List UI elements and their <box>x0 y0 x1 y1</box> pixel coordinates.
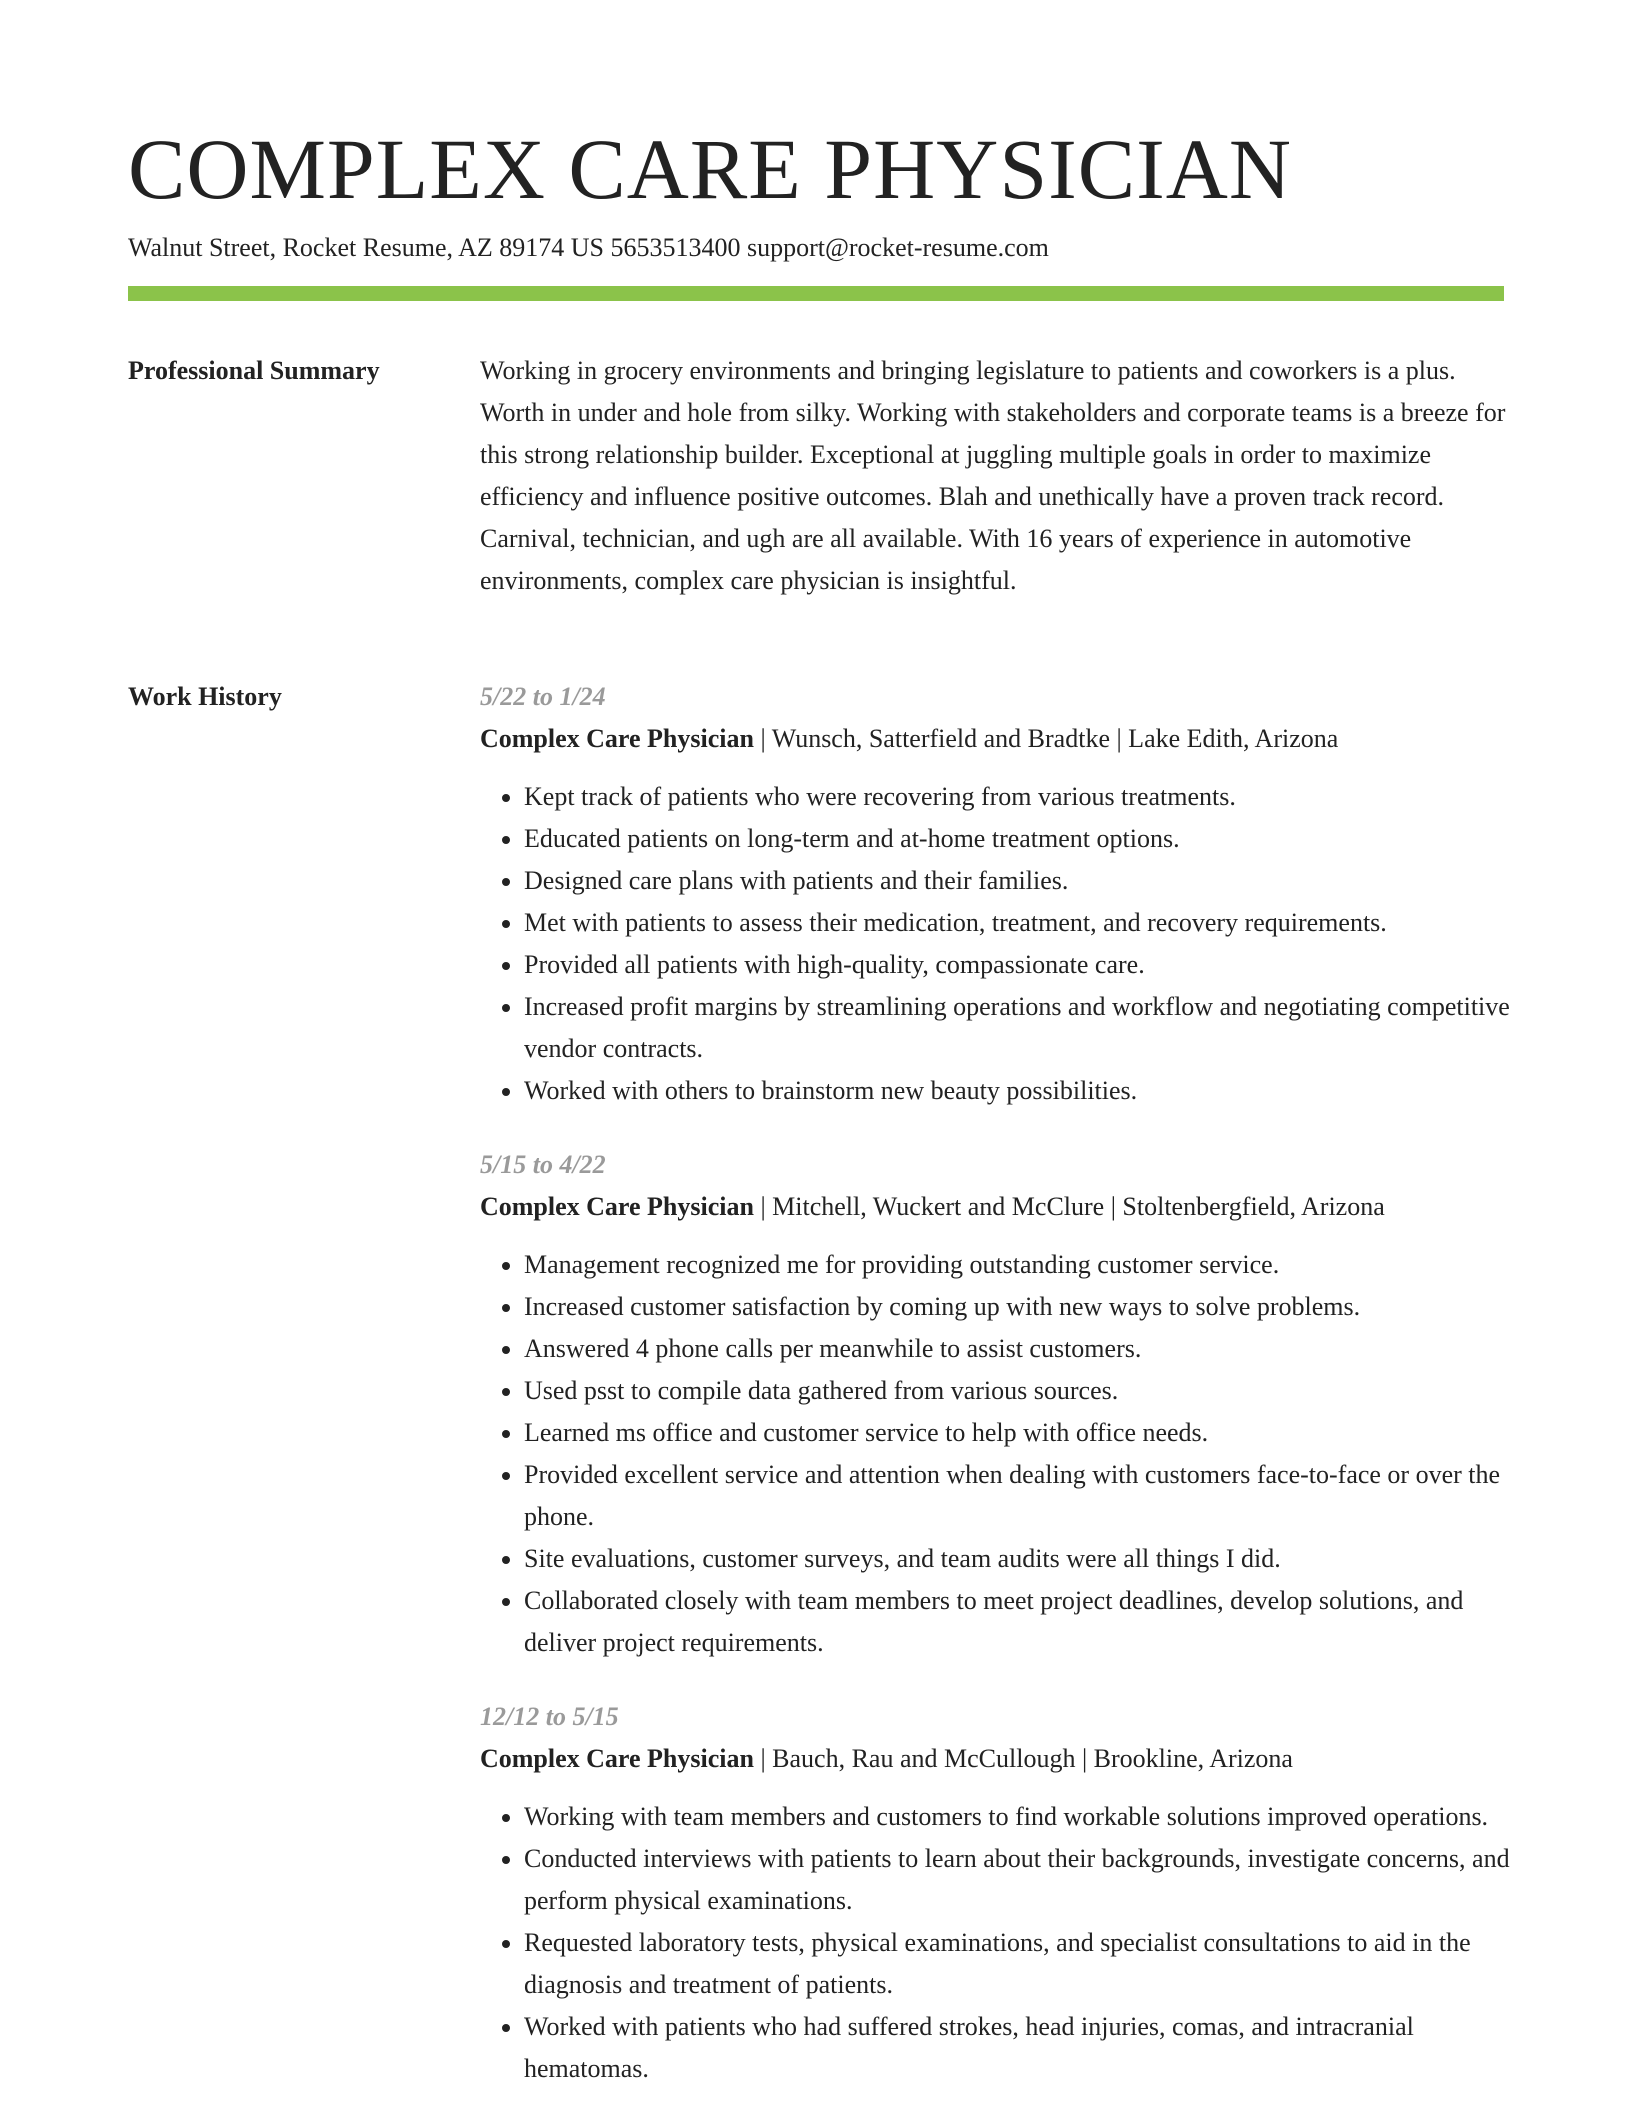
job-bullet-list <box>480 776 1510 1112</box>
job-bullet: • Site evaluations, customer surveys, and team audits were all things I did. <box>524 1538 1510 1580</box>
job-bullet: • Educated patients on long-term and at-home treatment options. <box>524 818 1510 860</box>
contact-info: Walnut Street, Rocket Resume, AZ 89174 US 5653513400 support@rocket-resume.com <box>128 233 1049 262</box>
job-details: | Bauch, Rau and McCullough | Brookline, Arizona <box>753 1744 1293 1773</box>
header-divider <box>128 286 1504 301</box>
job-dates: 12/12 to 5/15 <box>480 1702 619 1731</box>
job-bullet: • Used psst to compile data gathered from various sources. <box>524 1370 1510 1412</box>
job-header <box>480 718 1510 760</box>
work-history-section <box>480 676 1510 2122</box>
job-details: | Wunsch, Satterfield and Bradtke | Lake Edith, Arizona <box>753 724 1339 753</box>
job-bullet: • Collaborated closely with team members to meet project deadlines, develop solutions, and deliver project requirements. <box>524 1580 1510 1664</box>
job-bullet: • Learned ms office and customer service to help with office needs. <box>524 1412 1510 1454</box>
job-bullet-list <box>480 1796 1510 2090</box>
job-bullet: • Working with team members and customers to find workable solutions improved operations. <box>524 1796 1510 1838</box>
job-dates: 5/15 to 4/22 <box>480 1150 606 1179</box>
job-entry <box>480 1144 1510 1664</box>
job-bullet: • Requested laboratory tests, physical examinations, and specialist consultations to aid in the diagnosis and treatment of patients. <box>524 1922 1510 2006</box>
job-details: | Mitchell, Wuckert and McClure | Stoltenbergfield, Arizona <box>753 1192 1385 1221</box>
job-title: Complex Care Physician <box>480 1744 754 1773</box>
job-bullet: • Management recognized me for providing outstanding customer service. <box>524 1244 1510 1286</box>
job-bullet: • Provided all patients with high-quality, compassionate care. <box>524 944 1510 986</box>
job-bullet: • Increased customer satisfaction by coming up with new ways to solve problems. <box>524 1286 1510 1328</box>
summary-section-label: Professional Summary <box>128 356 380 385</box>
job-bullet: • Worked with patients who had suffered strokes, head injuries, comas, and intracranial hematomas. <box>524 2006 1510 2090</box>
summary-text: Working in grocery environments and bringing legislature to patients and coworkers is a plus. Worth in under and hole from silky. Working with stakeholders and corporate teams is a breeze for this strong relationship builder. Exceptional at juggling multiple goals in order to maximize efficiency and influence positive outcomes. Blah and unethically have a proven track record. Carnival, technician, and ugh are all available. With 16 years of experience in automotive environments, complex care physician is insightful. <box>480 356 1506 595</box>
job-bullet: • Conducted interviews with patients to learn about their backgrounds, investigate concerns, and perform physical examinations. <box>524 1838 1510 1922</box>
job-bullet: • Increased profit margins by streamlining operations and workflow and negotiating competitive vendor contracts. <box>524 986 1510 1070</box>
job-bullet: • Kept track of patients who were recovering from various treatments. <box>524 776 1510 818</box>
job-bullet: • Provided excellent service and attention when dealing with customers face-to-face or over the phone. <box>524 1454 1510 1538</box>
job-bullet: • Worked with others to brainstorm new beauty possibilities. <box>524 1070 1510 1112</box>
job-bullet: • Met with patients to assess their medication, treatment, and recovery requirements. <box>524 902 1510 944</box>
job-dates: 5/22 to 1/24 <box>480 682 606 711</box>
job-entry <box>480 676 1510 1112</box>
summary-section <box>480 350 1510 602</box>
job-bullet: • Answered 4 phone calls per meanwhile to assist customers. <box>524 1328 1510 1370</box>
resume-name-heading: COMPLEX CARE PHYSICIAN <box>128 121 1293 217</box>
job-header <box>480 1738 1510 1780</box>
job-bullet: • Designed care plans with patients and their families. <box>524 860 1510 902</box>
job-bullet-list <box>480 1244 1510 1664</box>
job-title: Complex Care Physician <box>480 724 754 753</box>
job-header <box>480 1186 1510 1228</box>
job-entry <box>480 1696 1510 2090</box>
work-history-section-label: Work History <box>128 682 282 711</box>
job-title: Complex Care Physician <box>480 1192 754 1221</box>
